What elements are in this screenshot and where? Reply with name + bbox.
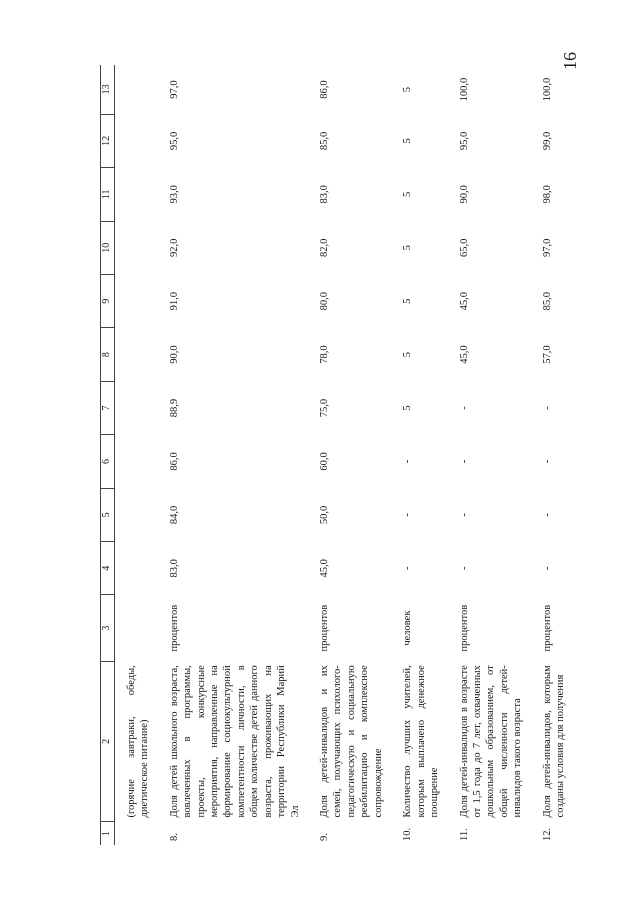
value-cell: 83,0 [168,559,180,578]
col-header: 12 [101,114,115,167]
value-cell: 82,0 [319,238,331,257]
value-cell [114,488,157,541]
value-cell [114,114,157,167]
value-cell: 65,0 [458,238,470,257]
col-header: 8 [101,328,115,381]
value-cell: 97,0 [168,80,180,99]
row-number [114,822,157,846]
value-cell: - [541,459,553,464]
page-number: 16 [560,52,580,70]
value-cell: 45,0 [458,345,470,364]
table-row [158,65,308,845]
value-cell: 99,0 [541,131,553,151]
value-cell: 50,0 [319,505,331,525]
value-cell [114,435,157,488]
indicator-description: Доля детей школьного возраста, вовлеченных в программы, проекты, конкурсные мероприятия, направленные на формирование социокультурной компетентности личности, в общем количестве детей данного возраста, проживающих на территории Республики Марий Эл [168,665,301,818]
value-cell: 85,0 [319,131,331,151]
value-cell: 5 [402,245,414,251]
value-cell: 5 [402,298,414,304]
value-cell: 5 [402,405,414,411]
value-cell: 5 [402,191,414,197]
value-cell: 57,0 [541,345,553,364]
col-header: 6 [101,435,115,488]
row-number: 9. [319,833,331,841]
value-cell: 86,0 [319,80,331,99]
indicator-description: Доля детей-инвалидов и их семей, получающих психолого-педагогическую и социальную реабилитацию и комплексное сопровождение [319,665,384,818]
indicator-description: Количество лучших учителей, которым выплачено денежное поощрение [402,665,441,818]
value-cell: - [458,406,470,410]
value-cell: 98,0 [541,185,553,204]
value-cell: 80,0 [319,292,331,311]
value-cell: 45,0 [458,292,470,311]
row-number: 11. [458,828,470,841]
value-cell: - [458,566,470,571]
unit-cell: человек [402,610,414,646]
col-header: 9 [101,274,115,327]
rotated-table-sheet [100,65,590,845]
row-number: 12. [541,827,553,841]
value-cell [114,65,157,114]
table-row [391,65,447,845]
value-cell: 100,0 [458,77,470,102]
row-number: 8. [168,833,180,841]
row-number: 10. [402,827,414,841]
value-cell: - [541,406,553,410]
value-cell: 85,0 [541,292,553,311]
value-cell: - [402,513,414,517]
table-row [531,65,574,845]
indicator-table [100,65,574,845]
col-header: 4 [101,542,115,595]
value-cell [114,381,157,434]
value-cell: 5 [402,351,414,358]
unit-cell: процентов [319,604,331,652]
col-header: 7 [101,381,115,434]
value-cell: 86,0 [168,452,180,471]
value-cell: 75,0 [319,398,331,418]
unit-cell: процентов [458,604,470,652]
value-cell: 60,0 [319,452,331,471]
value-cell: 45,0 [319,559,331,578]
value-cell: 90,0 [168,345,180,364]
value-cell: - [402,459,414,464]
value-cell [114,168,157,221]
value-cell: 97,0 [541,238,553,257]
col-header: 5 [101,488,115,541]
value-cell: 91,0 [168,292,180,311]
table-row [448,65,531,845]
col-header: 1 [101,822,115,846]
table-row [308,65,391,845]
table-row [114,65,157,845]
value-cell: - [458,459,470,464]
value-cell: - [541,566,553,571]
value-cell [114,221,157,274]
value-cell: 5 [402,138,414,144]
indicator-description: Доля детей-инвалидов в возрасте от 1,5 года до 7 лет, охваченных дошкольным образованием, от общей численности детей-инвалидов такого возраста [458,665,524,818]
value-cell: 78,0 [319,345,331,364]
header-row [101,65,115,845]
col-header: 3 [101,595,115,661]
indicator-description: Доля детей-инвалидов, которым созданы условия для получения [541,665,567,818]
col-header: 2 [101,661,115,821]
value-cell: 88,9 [168,398,180,418]
value-cell: - [541,513,553,517]
value-cell [114,274,157,327]
col-header: 10 [101,221,115,274]
value-cell: - [402,566,414,571]
unit-cell: процентов [168,604,180,652]
value-cell: 90,0 [458,185,470,204]
col-header: 13 [101,65,115,114]
value-cell: 93,0 [168,185,180,204]
value-cell: 95,0 [458,131,470,151]
value-cell: 5 [402,86,414,93]
value-cell: 83,0 [319,185,331,204]
value-cell: 92,0 [168,238,180,257]
value-cell: 95,0 [168,131,180,151]
value-cell: 100,0 [541,77,553,102]
value-cell [114,542,157,595]
col-header: 11 [101,168,115,221]
value-cell [114,328,157,381]
indicator-description: (горячие завтраки, обеды, диетическое питание) [125,665,151,818]
unit-cell: процентов [541,604,553,652]
value-cell: 84,0 [168,505,180,525]
value-cell: - [458,513,470,517]
unit-cell [114,595,157,661]
